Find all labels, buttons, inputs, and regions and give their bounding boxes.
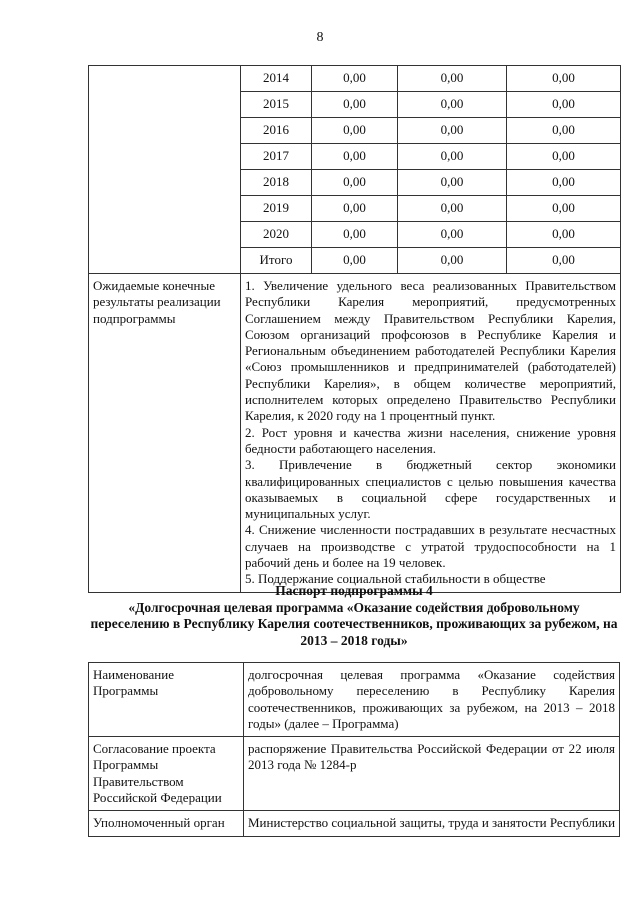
result-item: 2. Рост уровня и качества жизни населения, снижение уровня бедности работающего населения. xyxy=(245,424,616,456)
year-cell: Итого xyxy=(241,248,312,274)
value-cell: 0,00 xyxy=(398,222,507,248)
value-cell: 0,00 xyxy=(398,196,507,222)
row-label: Наименование Программы xyxy=(89,663,244,737)
value-cell: 0,00 xyxy=(398,144,507,170)
result-item: 3. Привлечение в бюджетный сектор экономики квалифицированных специалистов с целью повышения качества оказываемых в социальной сфере государственных и муниципальных услуг. xyxy=(245,457,616,522)
table-row xyxy=(89,663,620,737)
value-cell: 0,00 xyxy=(312,118,398,144)
value-cell: 0,00 xyxy=(312,196,398,222)
value-cell: 0,00 xyxy=(507,170,621,196)
value-cell: 0,00 xyxy=(507,118,621,144)
page-number: 8 xyxy=(316,30,324,45)
row-value: Министерство социальной защиты, труда и занятости Республики xyxy=(244,811,620,836)
heading-line-2: «Долгосрочная целевая программа «Оказание содействия добровольному переселению в Республику Карелия соотечественников, проживающих за рубежом, на 2013 – 2018 годы» xyxy=(90,599,618,648)
value-cell: 0,00 xyxy=(312,66,398,92)
passport-table xyxy=(88,662,620,837)
empty-label-cell xyxy=(89,66,241,274)
value-cell: 0,00 xyxy=(312,92,398,118)
value-cell: 0,00 xyxy=(507,222,621,248)
year-cell: 2015 xyxy=(241,92,312,118)
results-label: Ожидаемые конечные результаты реализации подпрограммы xyxy=(89,274,241,593)
value-cell: 0,00 xyxy=(398,118,507,144)
year-cell: 2017 xyxy=(241,144,312,170)
value-cell: 0,00 xyxy=(507,92,621,118)
table-row xyxy=(89,737,620,811)
results-list xyxy=(241,274,621,593)
value-cell: 0,00 xyxy=(398,66,507,92)
value-cell: 0,00 xyxy=(312,144,398,170)
year-cell: 2014 xyxy=(241,66,312,92)
value-cell: 0,00 xyxy=(312,170,398,196)
value-cell: 0,00 xyxy=(507,248,621,274)
row-label: Согласование проекта Программы Правительством Российской Федерации xyxy=(89,737,244,811)
row-value: распоряжение Правительства Российской Федерации от 22 июля 2013 года № 1284-р xyxy=(244,737,620,811)
value-cell: 0,00 xyxy=(398,248,507,274)
value-cell: 0,00 xyxy=(312,248,398,274)
finance-table xyxy=(88,65,621,593)
year-cell: 2020 xyxy=(241,222,312,248)
table-row xyxy=(89,274,621,593)
year-cell: 2019 xyxy=(241,196,312,222)
result-item: 5. Поддержание социальной стабильности в обществе xyxy=(245,571,546,587)
row-value: долгосрочная целевая программа «Оказание содействия добровольному переселению в Республику Карелия соотечественников, проживающих за рубежом, на 2013 – 2018 годы» (далее – Программа) xyxy=(244,663,620,737)
year-cell: 2016 xyxy=(241,118,312,144)
value-cell: 0,00 xyxy=(507,196,621,222)
result-item: 1. Увеличение удельного веса реализованных Правительством Республики Карелия мероприятий, предусмотренных Соглашением между Правительством Республики Карелия, Союзом организаций профсоюзов в Республике Карелия и Региональным объединением работодателей Республики Карелия «Союз промышленников и предпринимателей (работодателей) Республики Карелия», в общем количестве мероприятий, исполнителем которых определено Правительство Республики Карелия, к 2020 году на 1 процентный пункт. xyxy=(245,278,616,424)
table-row xyxy=(89,66,621,92)
value-cell: 0,00 xyxy=(312,222,398,248)
value-cell: 0,00 xyxy=(507,66,621,92)
value-cell: 0,00 xyxy=(507,144,621,170)
value-cell: 0,00 xyxy=(398,92,507,118)
result-item: 4. Снижение численности пострадавших в результате несчастных случаев на производстве с утратой трудоспособности на 1 рабочий день и более на 19 человек. xyxy=(245,522,616,571)
value-cell: 0,00 xyxy=(398,170,507,196)
row-label: Уполномоченный орган xyxy=(89,811,244,836)
heading-line-1: Паспорт подпрограммы 4 xyxy=(275,583,433,598)
subprogram-heading xyxy=(88,583,620,649)
year-cell: 2018 xyxy=(241,170,312,196)
table-row xyxy=(89,811,620,836)
